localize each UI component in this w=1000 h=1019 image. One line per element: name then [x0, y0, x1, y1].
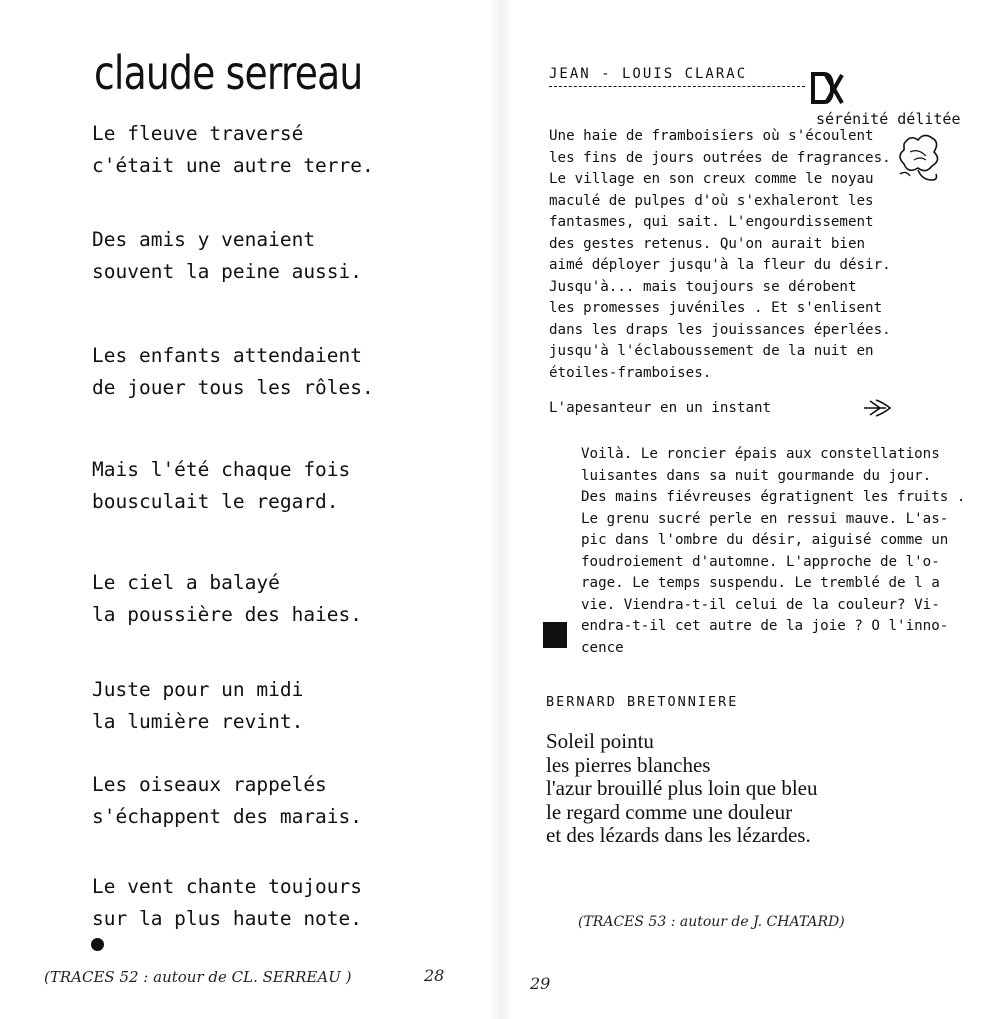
text-line: aimé déployer jusqu'à la fleur du désir. [549, 257, 891, 273]
stanza-line: Des amis y venaient [92, 228, 316, 251]
stanza-line: s'échappent des marais. [92, 805, 363, 828]
text-line: étoiles-framboises. [549, 364, 712, 381]
subheading-apesanteur: L'apesanteur en un instant [549, 400, 772, 416]
flower-icon [896, 130, 944, 186]
author-name-clarac: JEAN - LOUIS CLARAC [549, 66, 748, 82]
stanza-5 [92, 567, 362, 631]
text-line: Une haie de framboisiers où s'écoulent [549, 128, 874, 144]
stanza-2 [92, 224, 362, 288]
stanza-6 [92, 674, 303, 738]
text-line: Le grenu sucré perle en ressui mauve. L'as- [581, 510, 949, 527]
left-page-title: claude serreau [94, 46, 363, 100]
stanza-7 [92, 769, 362, 833]
text-line: vie. Viendra-t-il celui de la couleur? Vi- [581, 596, 940, 613]
text-line: jusqu'à l'éclaboussement de la nuit en [549, 343, 874, 359]
stanza-line: bousculait le regard. [92, 490, 339, 513]
text-line: les promesses juvéniles . Et s'enlisent [549, 300, 883, 316]
stanza-line: la lumière revint. [92, 710, 304, 733]
text-line: dans les draps les jouissances éperlées. [549, 321, 891, 338]
right-page-number: 29 [530, 974, 551, 993]
stanza-line: Le fleuve traversé [92, 122, 304, 145]
stanza-line: de jouer tous les rôles. [92, 376, 374, 399]
text-line: Jusqu'à... mais toujours se dérobent [549, 278, 857, 295]
left-footer-note: (TRACES 52 : autour de CL. SERREAU ) [44, 968, 352, 986]
stanza-line: Mais l'été chaque fois [92, 458, 351, 481]
text-line: maculé de pulpes d'où s'exhaleront les [549, 192, 874, 209]
stanza-line: la poussière des haies. [92, 603, 363, 626]
stanza-line: Les oiseaux rappelés [92, 773, 327, 796]
stanza-4 [92, 454, 350, 518]
end-dot-icon [91, 938, 104, 951]
stanza-1 [92, 118, 374, 182]
stanza-line: Le ciel a balayé [92, 571, 280, 594]
text-line: foudroiement d'automne. L'approche de l'o- [581, 553, 940, 570]
paragraph-clarac-2 [581, 444, 965, 659]
text-line: pic dans l'ombre du désir, aiguisé comme un [581, 532, 949, 548]
left-page-number: 28 [424, 966, 445, 985]
poem-line: et des lézards dans les lézardes. [546, 823, 811, 847]
paragraph-clarac-1 [549, 126, 891, 384]
author-name-bretonniere: BERNARD BRETONNIERE [546, 694, 739, 710]
stanza-8 [92, 871, 362, 935]
arrow-ornament-icon [862, 397, 894, 419]
stanza-line: Les enfants attendaient [92, 344, 363, 367]
author-underline [549, 86, 805, 87]
text-line: fantasmes, qui sait. L'engourdissement [549, 214, 874, 230]
poem-line: le regard comme une douleur [546, 799, 793, 824]
text-line: les fins de jours outrées de fragrances. [549, 149, 891, 166]
text-line: endra-t-il cet autre de la joie ? O l'inno- [581, 618, 949, 634]
text-line: luisantes dans sa nuit gourmande du jour. [581, 467, 932, 484]
text-line: des gestes retenus. Qu'on aurait bien [549, 235, 866, 252]
stanza-line: Le vent chante toujours [92, 875, 363, 898]
stanza-line: sur la plus haute note. [92, 907, 363, 930]
text-line: rage. Le temps suspendu. Le tremblé de l a [581, 575, 940, 591]
black-square-icon [543, 622, 567, 648]
right-footer-note: (TRACES 53 : autour de J. CHATARD) [578, 914, 845, 930]
stanza-line: Juste pour un midi [92, 678, 304, 701]
text-line: Voilà. Le roncier épais aux constellations [581, 446, 940, 462]
text-line: Des mains fiévreuses égratignent les fruits . [581, 489, 966, 505]
subtitle-serenite: sérénité délitée [816, 110, 961, 128]
poem-line: les pierres blanches [546, 752, 711, 777]
text-line: Le village en son creux comme le noyau [549, 171, 874, 187]
text-line: cence [581, 639, 624, 656]
stanza-3 [92, 340, 374, 404]
stanza-line: souvent la peine aussi. [92, 260, 363, 283]
poem-line: Soleil pointu [546, 729, 654, 753]
poem-line: l'azur brouillé plus loin que bleu [546, 776, 818, 800]
poem-bretonniere [546, 730, 817, 848]
dx-logo-icon [810, 72, 844, 106]
stanza-line: c'était une autre terre. [92, 154, 374, 177]
page-gutter [490, 0, 512, 1019]
